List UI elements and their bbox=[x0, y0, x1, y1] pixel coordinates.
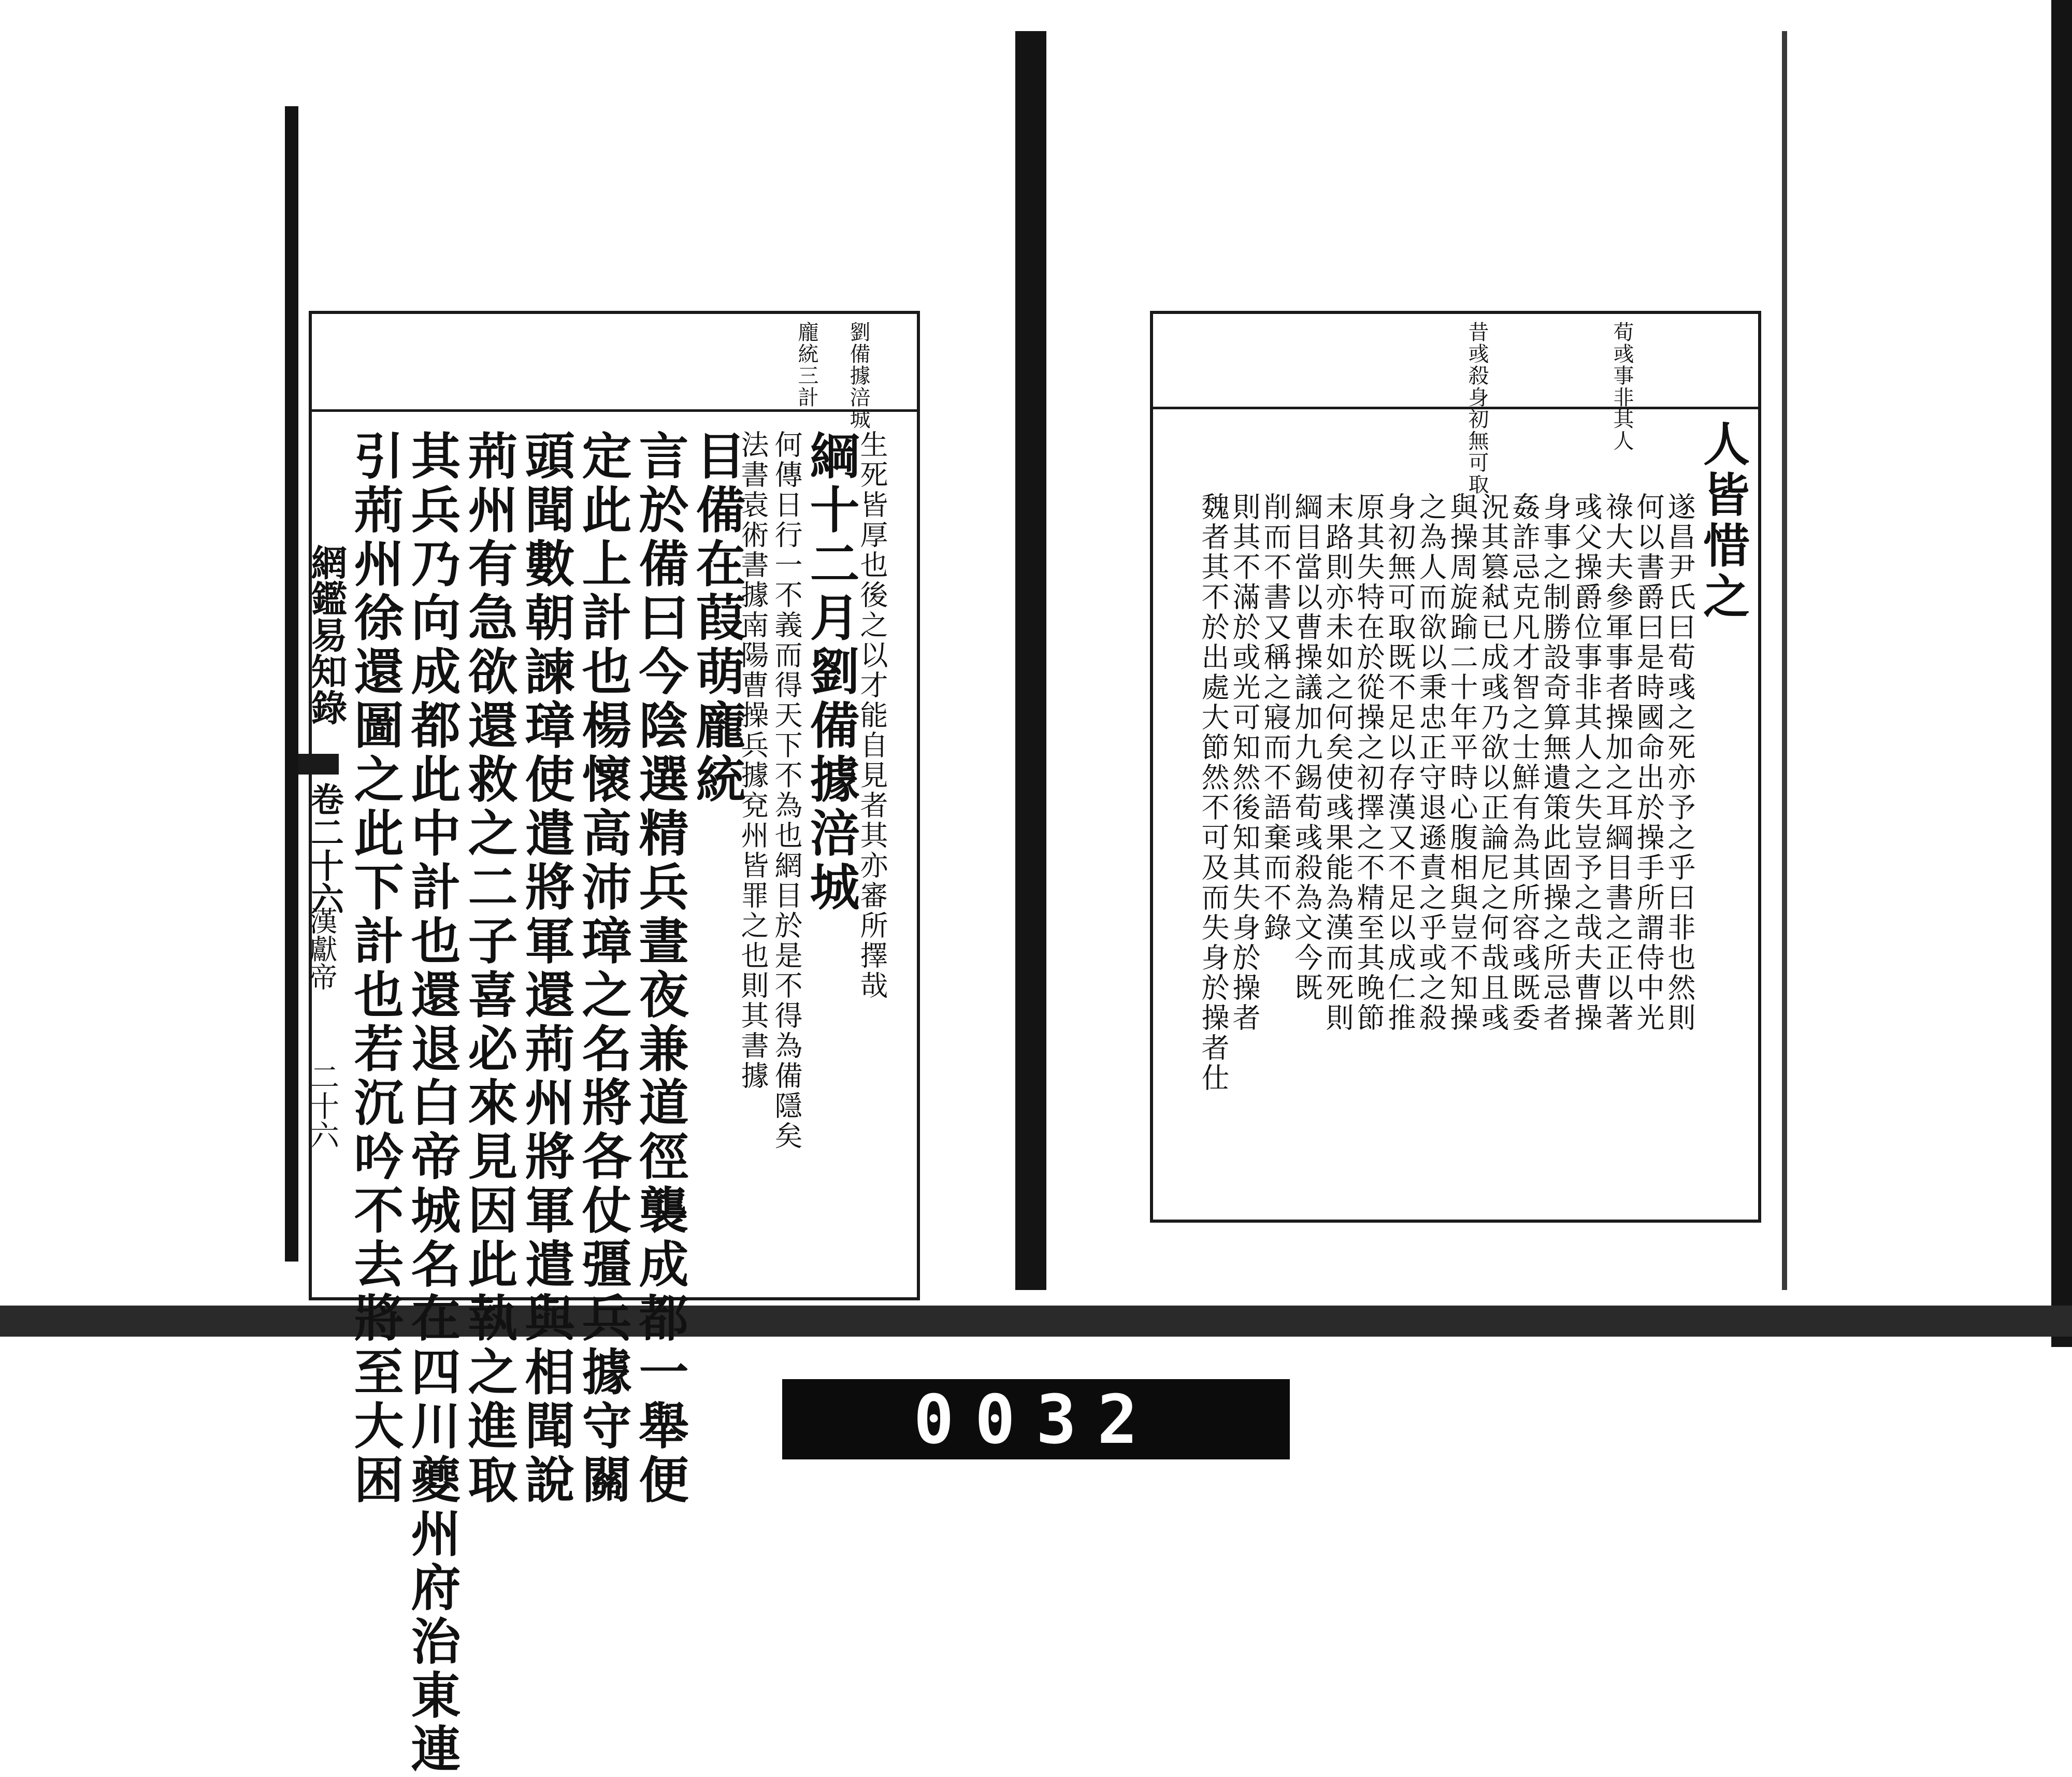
header-note: 昔彧殺身初無可取 bbox=[1465, 321, 1489, 495]
left-book-edge bbox=[285, 106, 298, 1262]
commentary-column: 遂昌尹氏曰荀彧之死亦予之乎曰非也然則 bbox=[1663, 492, 1696, 1033]
main-text-column: 人皆惜之 bbox=[1695, 420, 1750, 623]
gutter-black-band bbox=[298, 754, 339, 775]
center-spine bbox=[1015, 31, 1046, 1290]
right-header-notes bbox=[1461, 321, 1678, 495]
header-note: 劉備據涪城 bbox=[846, 321, 870, 430]
main-text-column: 頭聞數朝諫璋使遣將軍還荊州將軍遣與相聞說 bbox=[517, 430, 575, 1508]
volume-label: 卷二十六 bbox=[305, 782, 344, 915]
left-header-rule bbox=[309, 409, 920, 412]
commentary-column: 何以書爵曰是時國命出於操手所謂侍中光 bbox=[1632, 492, 1665, 1033]
commentary-column: 祿大夫參軍事者操加之耳綱目書之正以著 bbox=[1601, 492, 1634, 1033]
main-text-column: 目備在葭萌龐統 bbox=[688, 430, 746, 807]
left-page bbox=[298, 98, 1015, 1777]
right-book-edge bbox=[1782, 31, 1787, 1290]
bottom-page-shadow bbox=[0, 1306, 2072, 1337]
commentary-column: 魏者其不於出處大節然不可及而失身於操者仕 bbox=[1197, 492, 1230, 1093]
right-outer-edge bbox=[2051, 0, 2072, 1347]
left-page-text bbox=[319, 430, 904, 1777]
main-text-column: 綱十二月劉備據涪城 bbox=[802, 430, 860, 915]
commentary-column: 生死皆厚也後之以才能自見者其亦審所擇哉 bbox=[856, 430, 888, 1001]
header-note: 荀彧事非其人 bbox=[1610, 321, 1634, 452]
frame-number: 0032 bbox=[913, 1380, 1159, 1459]
main-text-column: 定此上計也楊懷高沛璋之名將各仗彊兵據守關 bbox=[574, 430, 632, 1508]
right-header-rule bbox=[1150, 407, 1761, 409]
right-page bbox=[1046, 31, 1782, 1306]
main-text-column: 引荊州徐還圖之此下計也若沉吟不去將至大困 bbox=[346, 430, 405, 1508]
commentary-column: 與操周旋踰二十年平時心腹相與豈不知操 bbox=[1446, 492, 1478, 1033]
commentary-column: 之為人而欲以秉忠正守退遜責之乎或之殺 bbox=[1415, 492, 1447, 1033]
commentary-column: 彧父操爵位事非其人之失豈予之哉夫曹操 bbox=[1570, 492, 1603, 1033]
commentary-column: 法書袁術書據南陽曹操兵據兗州皆罪之也則其書據 bbox=[737, 430, 769, 1091]
main-text-column: 言於備曰今陰選精兵晝夜兼道徑襲成都一舉便 bbox=[631, 430, 689, 1508]
commentary-column: 身初無可取既不足以存漢又不足以成仁推 bbox=[1384, 492, 1416, 1033]
reign-label: 漢獻帝 bbox=[305, 907, 338, 991]
commentary-column: 削而不書又稱之寢而不語棄而不錄 bbox=[1259, 492, 1292, 943]
page-number: 二十六 bbox=[306, 1062, 339, 1149]
commentary-column: 姦詐忌克凡才智之士鮮有為其所容彧既委 bbox=[1508, 492, 1541, 1033]
left-header-notes bbox=[744, 321, 899, 430]
book-title-label: 網鑑易知錄 bbox=[305, 544, 348, 725]
commentary-column: 何傳日行一不義而得天下不為也網目於是不得為備隱矣 bbox=[770, 430, 803, 1151]
commentary-column: 況其篡弒已成彧乃欲以正論尼之何哉且彧 bbox=[1477, 492, 1509, 1033]
right-page-text bbox=[1160, 420, 1756, 1212]
commentary-column: 則其不滿於或光可知然後知其失身於操者 bbox=[1228, 492, 1261, 1033]
main-text-column: 荊州有急欲還救之二子喜必來見因此執之進取 bbox=[460, 430, 519, 1508]
main-text-column: 其兵乃向成都此中計也還退白帝城名在四川夔州府治東連 bbox=[403, 430, 462, 1777]
commentary-column: 綱目當以曹操議加九錫荀彧殺為文今既 bbox=[1290, 492, 1323, 1003]
frame-number-stamp bbox=[782, 1379, 1290, 1459]
header-note: 龐統三計 bbox=[795, 321, 818, 408]
commentary-column: 原其失特在於從操之初擇之不精至其晚節 bbox=[1352, 492, 1385, 1033]
commentary-column: 末路則亦未如之何矣使彧果能為漢而死則 bbox=[1321, 492, 1354, 1033]
commentary-column: 身事之制勝設奇算無遺策此固操之所忌者 bbox=[1539, 492, 1572, 1033]
